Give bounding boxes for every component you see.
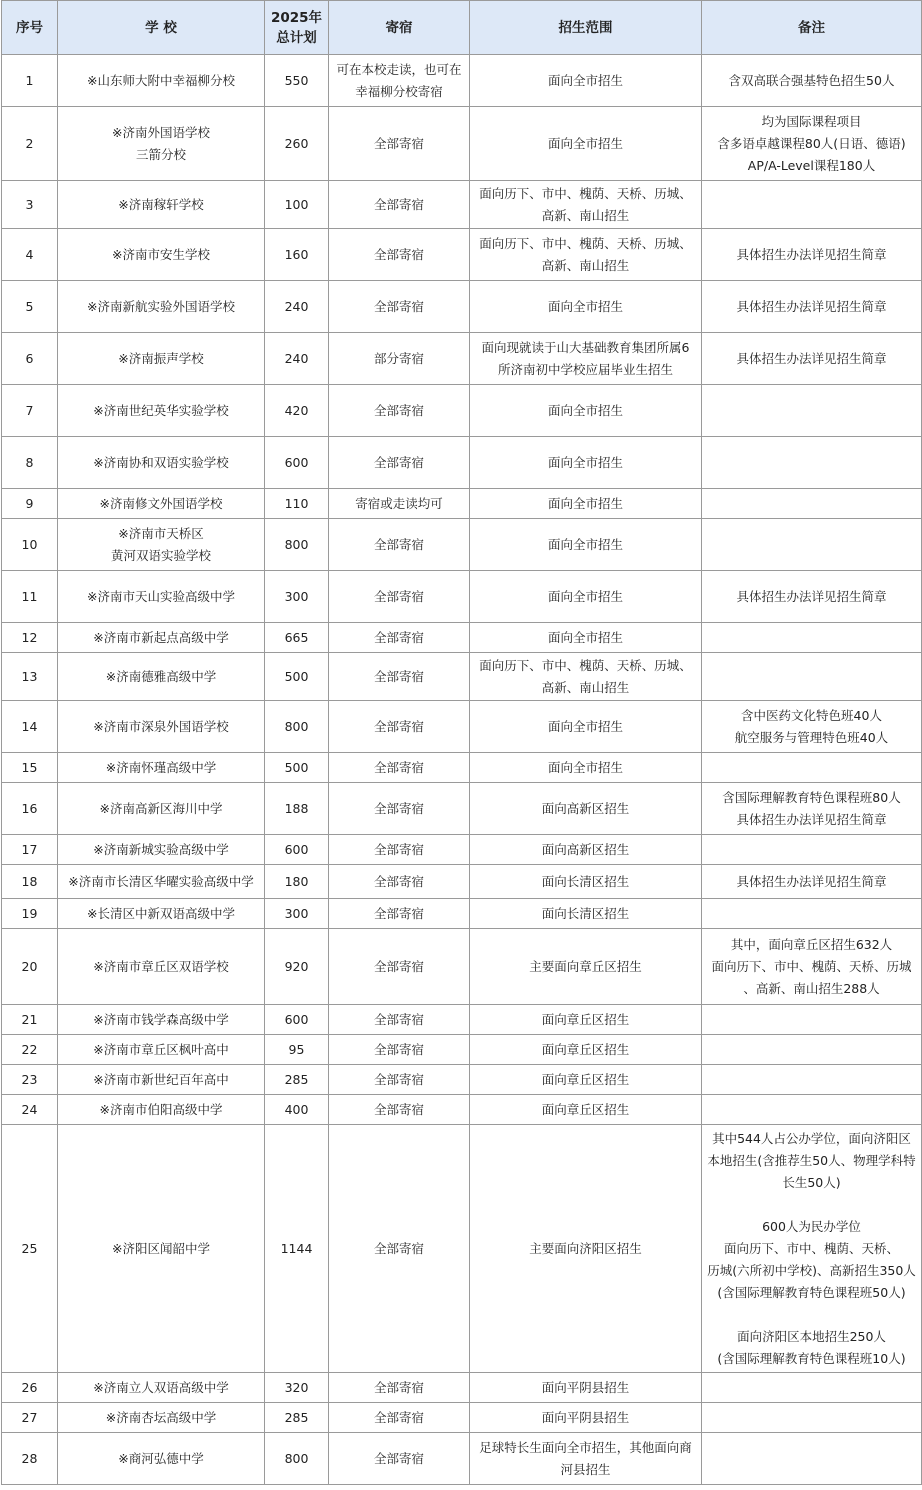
table-row xyxy=(2,571,922,623)
cell-plan: 160 xyxy=(265,229,329,281)
table-row xyxy=(2,929,922,1005)
cell-boarding: 寄宿或走读均可 xyxy=(329,489,470,519)
cell-boarding: 全部寄宿 xyxy=(329,1403,470,1433)
cell-notes xyxy=(702,181,922,229)
table-row xyxy=(2,333,922,385)
table-row xyxy=(2,623,922,653)
cell-notes: 含国际理解教育特色课程班80人 具体招生办法详见招生简章 xyxy=(702,783,922,835)
table-row xyxy=(2,229,922,281)
cell-plan: 285 xyxy=(265,1065,329,1095)
cell-scope: 面向章丘区招生 xyxy=(470,1005,702,1035)
header-no: 序号 xyxy=(2,1,58,55)
cell-no: 9 xyxy=(2,489,58,519)
cell-boarding: 全部寄宿 xyxy=(329,571,470,623)
cell-scope: 面向现就读于山大基础教育集团所属6 所济南初中学校应届毕业生招生 xyxy=(470,333,702,385)
cell-plan: 600 xyxy=(265,437,329,489)
cell-no: 25 xyxy=(2,1125,58,1373)
cell-plan: 500 xyxy=(265,653,329,701)
cell-scope: 面向全市招生 xyxy=(470,385,702,437)
table-row xyxy=(2,1373,922,1403)
cell-plan: 240 xyxy=(265,281,329,333)
table-row xyxy=(2,489,922,519)
table-row xyxy=(2,281,922,333)
cell-notes xyxy=(702,653,922,701)
cell-school: ※济南市章丘区枫叶高中 xyxy=(58,1035,265,1065)
cell-boarding: 全部寄宿 xyxy=(329,865,470,899)
cell-boarding: 全部寄宿 xyxy=(329,929,470,1005)
cell-plan: 180 xyxy=(265,865,329,899)
cell-boarding: 全部寄宿 xyxy=(329,437,470,489)
cell-notes: 含双高联合强基特色招生50人 xyxy=(702,55,922,107)
cell-no: 14 xyxy=(2,701,58,753)
table-row xyxy=(2,437,922,489)
cell-notes xyxy=(702,1373,922,1403)
cell-school: ※济南协和双语实验学校 xyxy=(58,437,265,489)
cell-plan: 300 xyxy=(265,571,329,623)
cell-scope: 面向全市招生 xyxy=(470,55,702,107)
cell-plan: 665 xyxy=(265,623,329,653)
cell-boarding: 全部寄宿 xyxy=(329,107,470,181)
cell-school: ※济南杏坛高级中学 xyxy=(58,1403,265,1433)
cell-no: 26 xyxy=(2,1373,58,1403)
cell-scope: 面向历下、市中、槐荫、天桥、历城、 高新、南山招生 xyxy=(470,181,702,229)
cell-notes: 具体招生办法详见招生简章 xyxy=(702,865,922,899)
table-row xyxy=(2,181,922,229)
cell-school: ※济南高新区海川中学 xyxy=(58,783,265,835)
cell-boarding: 全部寄宿 xyxy=(329,623,470,653)
table-row xyxy=(2,899,922,929)
cell-no: 11 xyxy=(2,571,58,623)
cell-notes xyxy=(702,623,922,653)
cell-no: 20 xyxy=(2,929,58,1005)
cell-boarding: 全部寄宿 xyxy=(329,281,470,333)
cell-no: 4 xyxy=(2,229,58,281)
cell-notes: 其中544人占公办学位，面向济阳区 本地招生(含推荐生50人、物理学科特 长生50人) 600人为民办学位 面向历下、市中、槐荫、天桥、 历城(六所初中学校)、高新招生350人 (含国际理解教育特色课程班50人) 面向济阳区本地招生250人 (含国际理解教育特色课程班10人) xyxy=(702,1125,922,1373)
cell-no: 23 xyxy=(2,1065,58,1095)
cell-scope: 面向历下、市中、槐荫、天桥、历城、 高新、南山招生 xyxy=(470,229,702,281)
cell-notes xyxy=(702,1005,922,1035)
cell-plan: 95 xyxy=(265,1035,329,1065)
cell-notes: 具体招生办法详见招生简章 xyxy=(702,229,922,281)
cell-plan: 320 xyxy=(265,1373,329,1403)
header-row xyxy=(2,1,922,55)
cell-school: ※济南市长清区华曜实验高级中学 xyxy=(58,865,265,899)
cell-no: 16 xyxy=(2,783,58,835)
table-row xyxy=(2,1125,922,1373)
table-row xyxy=(2,865,922,899)
cell-plan: 500 xyxy=(265,753,329,783)
cell-school: ※济南世纪英华实验学校 xyxy=(58,385,265,437)
cell-school: ※山东师大附中幸福柳分校 xyxy=(58,55,265,107)
cell-school: ※济阳区闻韶中学 xyxy=(58,1125,265,1373)
table-row xyxy=(2,107,922,181)
cell-scope: 面向平阴县招生 xyxy=(470,1403,702,1433)
cell-plan: 800 xyxy=(265,701,329,753)
cell-school: ※济南新航实验外国语学校 xyxy=(58,281,265,333)
cell-plan: 100 xyxy=(265,181,329,229)
cell-scope: 主要面向济阳区招生 xyxy=(470,1125,702,1373)
cell-scope: 面向高新区招生 xyxy=(470,835,702,865)
cell-scope: 面向全市招生 xyxy=(470,623,702,653)
cell-school: ※济南市伯阳高级中学 xyxy=(58,1095,265,1125)
table-row xyxy=(2,1433,922,1485)
cell-notes xyxy=(702,899,922,929)
table-row xyxy=(2,701,922,753)
cell-plan: 400 xyxy=(265,1095,329,1125)
cell-school: ※济南市章丘区双语学校 xyxy=(58,929,265,1005)
cell-scope: 足球特长生面向全市招生，其他面向商 河县招生 xyxy=(470,1433,702,1485)
cell-school: ※济南市安生学校 xyxy=(58,229,265,281)
cell-school: ※济南市天桥区 黄河双语实验学校 xyxy=(58,519,265,571)
table-row xyxy=(2,1035,922,1065)
cell-boarding: 全部寄宿 xyxy=(329,899,470,929)
cell-scope: 面向章丘区招生 xyxy=(470,1095,702,1125)
cell-scope: 面向全市招生 xyxy=(470,753,702,783)
table-row xyxy=(2,1065,922,1095)
cell-school: ※济南振声学校 xyxy=(58,333,265,385)
cell-boarding: 全部寄宿 xyxy=(329,1005,470,1035)
cell-no: 21 xyxy=(2,1005,58,1035)
cell-no: 17 xyxy=(2,835,58,865)
cell-notes xyxy=(702,1095,922,1125)
cell-school: ※济南修文外国语学校 xyxy=(58,489,265,519)
cell-scope: 面向平阴县招生 xyxy=(470,1373,702,1403)
cell-plan: 240 xyxy=(265,333,329,385)
table-row xyxy=(2,653,922,701)
cell-no: 8 xyxy=(2,437,58,489)
cell-notes: 均为国际课程项目 含多语卓越课程80人(日语、德语) AP/A-Level课程180人 xyxy=(702,107,922,181)
header-notes: 备注 xyxy=(702,1,922,55)
cell-boarding: 全部寄宿 xyxy=(329,385,470,437)
cell-plan: 285 xyxy=(265,1403,329,1433)
enrollment-table xyxy=(1,0,922,1485)
cell-school: ※济南怀瑾高级中学 xyxy=(58,753,265,783)
cell-plan: 600 xyxy=(265,835,329,865)
cell-scope: 面向历下、市中、槐荫、天桥、历城、 高新、南山招生 xyxy=(470,653,702,701)
header-school: 学 校 xyxy=(58,1,265,55)
cell-no: 28 xyxy=(2,1433,58,1485)
table-row xyxy=(2,55,922,107)
cell-school: ※济南稼轩学校 xyxy=(58,181,265,229)
cell-plan: 300 xyxy=(265,899,329,929)
cell-notes xyxy=(702,835,922,865)
cell-no: 18 xyxy=(2,865,58,899)
cell-notes xyxy=(702,519,922,571)
cell-scope: 面向长清区招生 xyxy=(470,865,702,899)
table-row xyxy=(2,1005,922,1035)
cell-boarding: 全部寄宿 xyxy=(329,753,470,783)
cell-boarding: 全部寄宿 xyxy=(329,519,470,571)
cell-school: ※济南市天山实验高级中学 xyxy=(58,571,265,623)
cell-no: 3 xyxy=(2,181,58,229)
table-row xyxy=(2,1403,922,1433)
cell-scope: 面向全市招生 xyxy=(470,701,702,753)
cell-notes xyxy=(702,753,922,783)
header-plan: 2025年 总计划 xyxy=(265,1,329,55)
cell-no: 22 xyxy=(2,1035,58,1065)
cell-school: ※济南新城实验高级中学 xyxy=(58,835,265,865)
cell-notes: 具体招生办法详见招生简章 xyxy=(702,571,922,623)
cell-scope: 面向全市招生 xyxy=(470,107,702,181)
cell-notes xyxy=(702,1403,922,1433)
cell-school: ※济南市新起点高级中学 xyxy=(58,623,265,653)
cell-boarding: 全部寄宿 xyxy=(329,1433,470,1485)
cell-boarding: 全部寄宿 xyxy=(329,701,470,753)
cell-no: 15 xyxy=(2,753,58,783)
cell-notes xyxy=(702,489,922,519)
cell-notes xyxy=(702,1065,922,1095)
cell-notes xyxy=(702,1433,922,1485)
cell-scope: 主要面向章丘区招生 xyxy=(470,929,702,1005)
header-scope: 招生范围 xyxy=(470,1,702,55)
cell-plan: 188 xyxy=(265,783,329,835)
cell-scope: 面向全市招生 xyxy=(470,489,702,519)
table-body xyxy=(2,55,922,1485)
cell-no: 13 xyxy=(2,653,58,701)
cell-school: ※济南市新世纪百年高中 xyxy=(58,1065,265,1095)
cell-school: ※商河弘德中学 xyxy=(58,1433,265,1485)
cell-scope: 面向全市招生 xyxy=(470,571,702,623)
cell-no: 12 xyxy=(2,623,58,653)
cell-school: ※济南市深泉外国语学校 xyxy=(58,701,265,753)
cell-no: 5 xyxy=(2,281,58,333)
cell-no: 7 xyxy=(2,385,58,437)
cell-boarding: 全部寄宿 xyxy=(329,1065,470,1095)
cell-plan: 1144 xyxy=(265,1125,329,1373)
cell-notes: 具体招生办法详见招生简章 xyxy=(702,281,922,333)
cell-boarding: 可在本校走读，也可在 幸福柳分校寄宿 xyxy=(329,55,470,107)
cell-school: ※济南外国语学校 三箭分校 xyxy=(58,107,265,181)
table-row xyxy=(2,783,922,835)
cell-school: ※济南德雅高级中学 xyxy=(58,653,265,701)
cell-no: 6 xyxy=(2,333,58,385)
table-row xyxy=(2,385,922,437)
cell-notes xyxy=(702,385,922,437)
cell-no: 19 xyxy=(2,899,58,929)
cell-boarding: 全部寄宿 xyxy=(329,1373,470,1403)
cell-scope: 面向章丘区招生 xyxy=(470,1035,702,1065)
cell-notes xyxy=(702,1035,922,1065)
cell-boarding: 全部寄宿 xyxy=(329,229,470,281)
header-boarding: 寄宿 xyxy=(329,1,470,55)
cell-scope: 面向长清区招生 xyxy=(470,899,702,929)
cell-boarding: 全部寄宿 xyxy=(329,783,470,835)
cell-notes: 具体招生办法详见招生简章 xyxy=(702,333,922,385)
cell-no: 10 xyxy=(2,519,58,571)
cell-no: 1 xyxy=(2,55,58,107)
table-row xyxy=(2,753,922,783)
cell-scope: 面向全市招生 xyxy=(470,519,702,571)
cell-plan: 550 xyxy=(265,55,329,107)
cell-plan: 260 xyxy=(265,107,329,181)
cell-boarding: 部分寄宿 xyxy=(329,333,470,385)
cell-boarding: 全部寄宿 xyxy=(329,1035,470,1065)
cell-scope: 面向全市招生 xyxy=(470,437,702,489)
table-row xyxy=(2,835,922,865)
cell-plan: 800 xyxy=(265,1433,329,1485)
cell-school: ※济南市钱学森高级中学 xyxy=(58,1005,265,1035)
cell-no: 27 xyxy=(2,1403,58,1433)
cell-plan: 800 xyxy=(265,519,329,571)
cell-boarding: 全部寄宿 xyxy=(329,1095,470,1125)
cell-school: ※济南立人双语高级中学 xyxy=(58,1373,265,1403)
cell-scope: 面向高新区招生 xyxy=(470,783,702,835)
cell-plan: 920 xyxy=(265,929,329,1005)
cell-no: 24 xyxy=(2,1095,58,1125)
cell-boarding: 全部寄宿 xyxy=(329,835,470,865)
cell-plan: 600 xyxy=(265,1005,329,1035)
cell-school: ※长清区中新双语高级中学 xyxy=(58,899,265,929)
cell-plan: 110 xyxy=(265,489,329,519)
cell-notes: 含中医药文化特色班40人 航空服务与管理特色班40人 xyxy=(702,701,922,753)
cell-boarding: 全部寄宿 xyxy=(329,181,470,229)
cell-notes xyxy=(702,437,922,489)
table-row xyxy=(2,1095,922,1125)
cell-boarding: 全部寄宿 xyxy=(329,1125,470,1373)
cell-no: 2 xyxy=(2,107,58,181)
cell-plan: 420 xyxy=(265,385,329,437)
cell-notes: 其中，面向章丘区招生632人 面向历下、市中、槐荫、天桥、历城 、高新、南山招生288人 xyxy=(702,929,922,1005)
cell-scope: 面向章丘区招生 xyxy=(470,1065,702,1095)
cell-boarding: 全部寄宿 xyxy=(329,653,470,701)
table-row xyxy=(2,519,922,571)
cell-scope: 面向全市招生 xyxy=(470,281,702,333)
